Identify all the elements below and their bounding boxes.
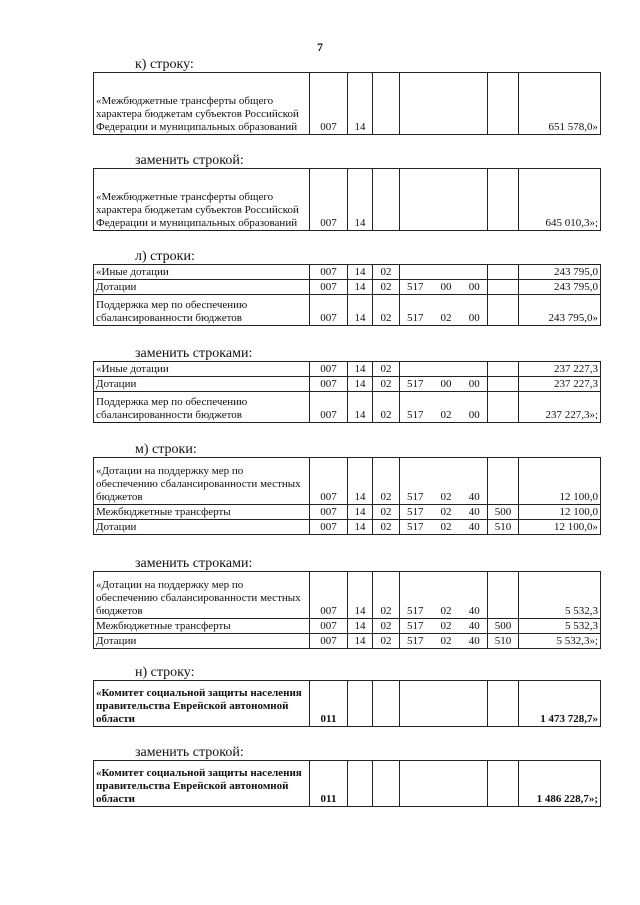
code-article-2: 02	[431, 572, 462, 619]
code-ministry: 007	[310, 265, 348, 280]
code-article-1: 517	[400, 458, 431, 505]
code-section: 14	[348, 362, 373, 377]
code-subsection: 02	[373, 392, 400, 423]
code-article-2: 02	[431, 634, 462, 649]
code-article-3: 00	[462, 377, 488, 392]
row-name: «Комитет социальной защиты населения правительства Еврейской автономной области	[94, 761, 310, 807]
row-amount: 1 473 728,7»	[519, 681, 601, 727]
code-article-3: 40	[462, 572, 488, 619]
amendment-section	[93, 58, 599, 135]
row-name: Дотации	[94, 634, 310, 649]
table-row	[94, 619, 601, 634]
code-section: 14	[348, 377, 373, 392]
code-article-1: 517	[400, 280, 431, 295]
code-ministry: 007	[310, 377, 348, 392]
code-expense-type	[488, 295, 519, 326]
code-subsection	[373, 761, 400, 807]
code-article-2	[431, 73, 462, 135]
code-section: 14	[348, 520, 373, 535]
section-heading: заменить строкой:	[135, 153, 244, 168]
code-article-2: 02	[431, 505, 462, 520]
code-ministry: 007	[310, 619, 348, 634]
budget-table	[93, 361, 601, 423]
row-amount: 237 227,3»;	[519, 392, 601, 423]
code-article-1: 517	[400, 392, 431, 423]
code-section: 14	[348, 280, 373, 295]
table-row	[94, 169, 601, 231]
code-article-1: 517	[400, 520, 431, 535]
code-article-3: 00	[462, 280, 488, 295]
code-article-3: 00	[462, 295, 488, 326]
row-name: «Межбюджетные трансферты общего характера бюджетам субъектов Российской Федерации и муниципальных образований	[94, 169, 310, 231]
code-expense-type	[488, 362, 519, 377]
table-row	[94, 520, 601, 535]
row-name: Поддержка мер по обеспечению сбалансированности бюджетов	[94, 295, 310, 326]
amendment-section	[93, 666, 599, 727]
code-subsection: 02	[373, 458, 400, 505]
code-article-3	[462, 362, 488, 377]
section-heading: м) строки:	[135, 442, 197, 457]
code-ministry: 007	[310, 458, 348, 505]
code-ministry: 007	[310, 572, 348, 619]
code-article-1	[400, 761, 431, 807]
code-ministry: 007	[310, 295, 348, 326]
code-section: 14	[348, 169, 373, 231]
code-section: 14	[348, 634, 373, 649]
code-article-3	[462, 73, 488, 135]
code-section: 14	[348, 392, 373, 423]
code-article-3	[462, 169, 488, 231]
table-row	[94, 505, 601, 520]
row-amount: 237 227,3	[519, 362, 601, 377]
row-amount: 243 795,0	[519, 265, 601, 280]
table-row	[94, 73, 601, 135]
section-heading: к) строку:	[135, 57, 194, 72]
code-article-2: 02	[431, 520, 462, 535]
row-name: «Дотации на поддержку мер по обеспечению сбалансированности местных бюджетов	[94, 458, 310, 505]
code-section: 14	[348, 295, 373, 326]
code-expense-type	[488, 280, 519, 295]
code-article-3: 40	[462, 619, 488, 634]
row-amount: 645 010,3»;	[519, 169, 601, 231]
code-section	[348, 761, 373, 807]
code-expense-type: 500	[488, 505, 519, 520]
row-amount: 243 795,0»	[519, 295, 601, 326]
code-subsection: 02	[373, 280, 400, 295]
code-article-3	[462, 761, 488, 807]
code-article-1: 517	[400, 295, 431, 326]
section-heading: л) строки:	[135, 249, 195, 264]
table-row	[94, 265, 601, 280]
code-article-3: 40	[462, 505, 488, 520]
code-article-2	[431, 265, 462, 280]
row-name: «Иные дотации	[94, 265, 310, 280]
amendment-section	[93, 154, 599, 231]
row-amount: 12 100,0	[519, 458, 601, 505]
row-name: Дотации	[94, 280, 310, 295]
row-amount: 1 486 228,7»;	[519, 761, 601, 807]
row-name: Межбюджетные трансферты	[94, 505, 310, 520]
code-article-3: 40	[462, 458, 488, 505]
code-article-3	[462, 265, 488, 280]
code-expense-type	[488, 681, 519, 727]
table-row	[94, 761, 601, 807]
table-row	[94, 280, 601, 295]
code-subsection: 02	[373, 362, 400, 377]
code-article-1	[400, 265, 431, 280]
code-expense-type	[488, 377, 519, 392]
code-article-2: 02	[431, 458, 462, 505]
code-article-1: 517	[400, 619, 431, 634]
row-name: «Иные дотации	[94, 362, 310, 377]
code-article-2	[431, 761, 462, 807]
amendment-section	[93, 443, 599, 535]
code-subsection: 02	[373, 572, 400, 619]
amendment-section	[93, 557, 599, 649]
code-ministry: 007	[310, 280, 348, 295]
code-article-1: 517	[400, 572, 431, 619]
code-article-2: 00	[431, 377, 462, 392]
code-article-1: 517	[400, 505, 431, 520]
code-article-1: 517	[400, 377, 431, 392]
code-article-2	[431, 362, 462, 377]
page-number: 7	[317, 40, 323, 54]
row-amount: 5 532,3»;	[519, 634, 601, 649]
code-article-3	[462, 681, 488, 727]
code-expense-type: 510	[488, 520, 519, 535]
row-name: «Комитет социальной защиты населения правительства Еврейской автономной области	[94, 681, 310, 727]
code-subsection: 02	[373, 619, 400, 634]
budget-table	[93, 264, 601, 326]
budget-table	[93, 680, 601, 727]
code-article-1	[400, 169, 431, 231]
code-ministry: 007	[310, 73, 348, 135]
row-amount: 12 100,0	[519, 505, 601, 520]
code-section: 14	[348, 265, 373, 280]
row-name: Дотации	[94, 520, 310, 535]
code-expense-type	[488, 392, 519, 423]
code-subsection: 02	[373, 505, 400, 520]
code-subsection	[373, 681, 400, 727]
row-amount: 12 100,0»	[519, 520, 601, 535]
code-article-2	[431, 169, 462, 231]
amendment-section	[93, 746, 599, 807]
row-amount: 5 532,3	[519, 619, 601, 634]
amendment-section	[93, 250, 599, 326]
row-name: Дотации	[94, 377, 310, 392]
table-row	[94, 392, 601, 423]
code-subsection	[373, 169, 400, 231]
row-amount: 243 795,0	[519, 280, 601, 295]
row-amount: 651 578,0»	[519, 73, 601, 135]
table-row	[94, 458, 601, 505]
amendment-section	[93, 347, 599, 423]
code-subsection: 02	[373, 634, 400, 649]
code-article-1	[400, 73, 431, 135]
table-row	[94, 295, 601, 326]
code-section: 14	[348, 73, 373, 135]
code-expense-type	[488, 761, 519, 807]
code-section: 14	[348, 619, 373, 634]
section-heading: заменить строкой:	[135, 745, 244, 760]
budget-table	[93, 571, 601, 649]
budget-table	[93, 72, 601, 135]
table-row	[94, 572, 601, 619]
code-subsection: 02	[373, 377, 400, 392]
code-ministry: 007	[310, 520, 348, 535]
code-article-1: 517	[400, 634, 431, 649]
code-expense-type: 510	[488, 634, 519, 649]
code-subsection: 02	[373, 295, 400, 326]
row-name: «Дотации на поддержку мер по обеспечению сбалансированности местных бюджетов	[94, 572, 310, 619]
code-article-2: 02	[431, 295, 462, 326]
code-subsection: 02	[373, 265, 400, 280]
table-row	[94, 377, 601, 392]
code-ministry: 011	[310, 681, 348, 727]
row-name: Поддержка мер по обеспечению сбалансированности бюджетов	[94, 392, 310, 423]
code-article-2: 02	[431, 619, 462, 634]
code-ministry: 007	[310, 505, 348, 520]
table-row	[94, 362, 601, 377]
code-article-1	[400, 681, 431, 727]
code-section: 14	[348, 505, 373, 520]
code-expense-type	[488, 169, 519, 231]
code-article-3: 40	[462, 634, 488, 649]
code-section: 14	[348, 458, 373, 505]
row-name: Межбюджетные трансферты	[94, 619, 310, 634]
code-ministry: 007	[310, 169, 348, 231]
code-subsection: 02	[373, 520, 400, 535]
code-expense-type	[488, 572, 519, 619]
code-article-2: 02	[431, 392, 462, 423]
section-heading: заменить строками:	[135, 556, 253, 571]
budget-table	[93, 457, 601, 535]
table-row	[94, 634, 601, 649]
code-article-3: 00	[462, 392, 488, 423]
row-amount: 5 532,3	[519, 572, 601, 619]
section-heading: заменить строками:	[135, 346, 253, 361]
row-amount: 237 227,3	[519, 377, 601, 392]
code-article-3: 40	[462, 520, 488, 535]
code-ministry: 007	[310, 392, 348, 423]
code-expense-type	[488, 458, 519, 505]
budget-table	[93, 168, 601, 231]
code-article-1	[400, 362, 431, 377]
row-name: «Межбюджетные трансферты общего характера бюджетам субъектов Российской Федерации и муниципальных образований	[94, 73, 310, 135]
code-section	[348, 681, 373, 727]
table-row	[94, 681, 601, 727]
budget-table	[93, 760, 601, 807]
section-heading: н) строку:	[135, 665, 195, 680]
code-expense-type	[488, 73, 519, 135]
code-subsection	[373, 73, 400, 135]
code-expense-type	[488, 265, 519, 280]
code-section: 14	[348, 572, 373, 619]
code-expense-type: 500	[488, 619, 519, 634]
code-ministry: 011	[310, 761, 348, 807]
code-ministry: 007	[310, 362, 348, 377]
code-ministry: 007	[310, 634, 348, 649]
code-article-2: 00	[431, 280, 462, 295]
code-article-2	[431, 681, 462, 727]
